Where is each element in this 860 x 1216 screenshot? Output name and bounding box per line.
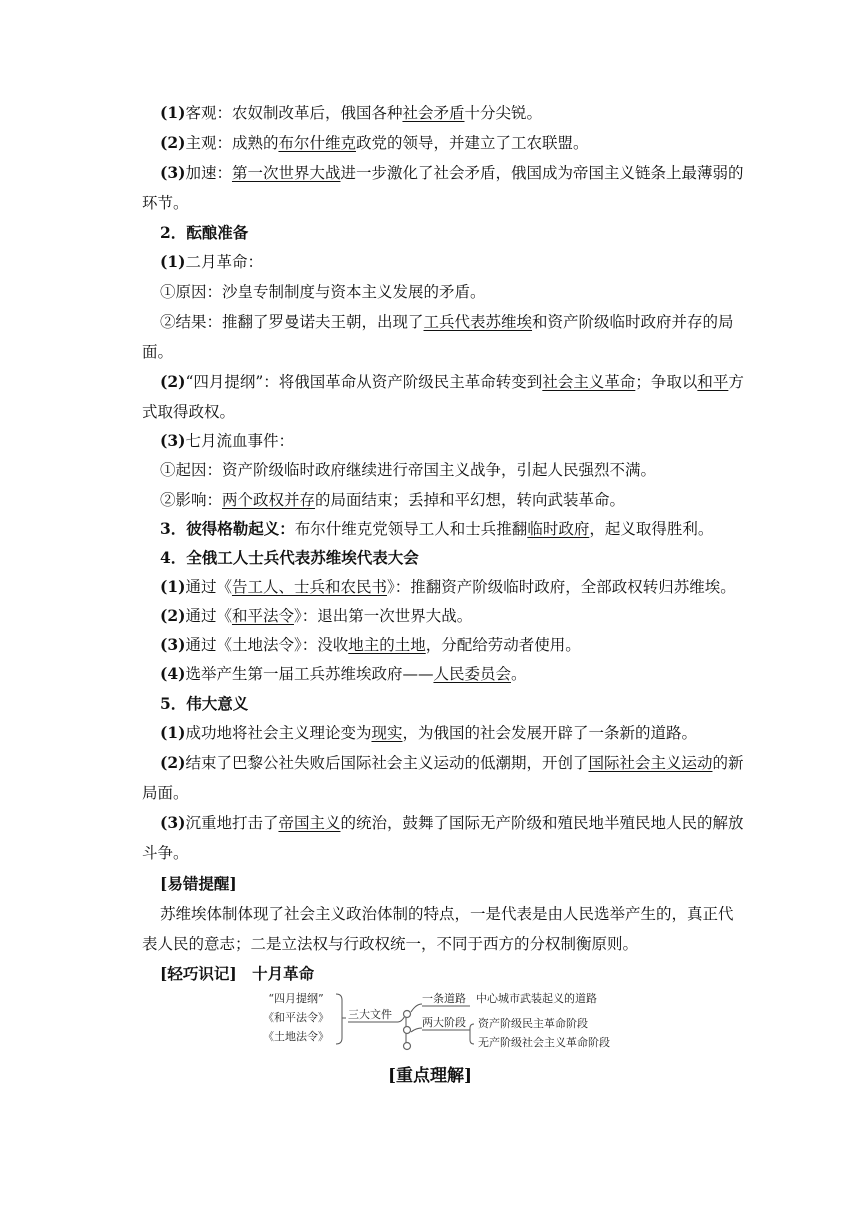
underlined-term: 人民委员会 [433, 665, 511, 683]
underlined-term: 告工人、士兵和农民书 [231, 578, 387, 596]
congress-item-2: (2)通过《和平法令》：退出第一次世界大战。 [160, 606, 473, 625]
continuation-line: 环节。 [142, 194, 189, 212]
underlined-term: 第一次世界大战 [231, 164, 341, 182]
continuation-line: 面。 [142, 343, 174, 361]
underlined-term: 社会主义革命 [542, 373, 636, 391]
petrograd-uprising-line: 3．彼得格勒起义：布尔什维克党领导工人和士兵推翻临时政府，起义取得胜利。 [160, 519, 714, 538]
underlined-term: 临时政府 [527, 520, 590, 538]
section-heading-significance: 5．伟大意义 [160, 694, 249, 713]
congress-item-4: (4)选举产生第一届工兵苏维埃政府——人民委员会。 [160, 664, 527, 683]
cause-accelerate-line: (3)加速：第一次世界大战进一步激化了社会矛盾，俄国成为帝国主义链条上最薄弱的 [160, 163, 744, 182]
memo-title: [轻巧识记] 十月革命 [160, 964, 315, 983]
july-days-line: (3)七月流血事件： [160, 431, 294, 450]
diagram-node-2 [404, 1027, 411, 1034]
diagram-stage-1: 资产阶级民主革命阶段 [478, 1017, 588, 1030]
significance-item-3: (3)沉重地打击了帝国主义的统治，鼓舞了国际无产阶级和殖民地半殖民地人民的解放 [160, 813, 744, 832]
continuation-line: 斗争。 [142, 844, 189, 862]
section-heading-congress: 4．全俄工人士兵代表苏维埃代表大会 [160, 548, 419, 567]
tip-title: [易错提醒] [160, 874, 237, 893]
underlined-term: 两个政权并存 [222, 491, 316, 509]
february-result-line: ②结果：推翻了罗曼诺夫王朝，出现了工兵代表苏维埃和资产阶级临时政府并存的局 [160, 313, 734, 331]
underlined-term: 地主的土地 [348, 636, 426, 654]
continuation-line: 局面。 [142, 784, 189, 802]
diagram-svg [262, 988, 622, 1058]
cause-objective-line: (1)客观：农奴制改革后，俄国各种社会矛盾十分尖锐。 [160, 103, 542, 122]
october-revolution-diagram [262, 988, 622, 1058]
congress-item-3: (3)通过《土地法令》：没收地主的土地，分配给劳动者使用。 [160, 635, 581, 654]
continuation-line: 式取得政权。 [142, 403, 236, 421]
diagram-two-stages: 两大阶段 [422, 1016, 466, 1029]
july-cause-line: ①起因：资产阶级临时政府继续进行帝国主义战争，引起人民强烈不满。 [160, 461, 657, 479]
significance-item-1: (1)成功地将社会主义理论变为现实，为俄国的社会发展开辟了一条新的道路。 [160, 723, 697, 742]
section-title-key-understanding: [重点理解] [387, 1066, 473, 1086]
diagram-doc-1: “四月提纲” [268, 992, 324, 1005]
april-theses-line: (2)“四月提纲”：将俄国革命从资产阶级民主革命转变到社会主义革命；争取以和平方 [160, 372, 744, 391]
july-impact-line: ②影响：两个政权并存的局面结束；丢掉和平幻想，转向武装革命。 [160, 491, 626, 509]
cause-subjective-line: (2)主观：成熟的布尔什维克政党的领导，并建立了工农联盟。 [160, 133, 589, 152]
underlined-term: 布尔什维克 [278, 134, 356, 152]
diagram-node-1 [404, 1011, 411, 1018]
february-cause-line: ①原因：沙皇专制制度与资本主义发展的矛盾。 [160, 283, 486, 301]
underlined-term: 社会矛盾 [402, 104, 465, 122]
underlined-term: 现实 [371, 724, 403, 742]
diagram-stage-2: 无产阶级社会主义革命阶段 [478, 1036, 610, 1049]
diagram-three-docs: 三大文件 [348, 1008, 392, 1021]
section-heading-preparation: 2．酝酿准备 [160, 223, 249, 242]
diagram-bracket-left [336, 994, 342, 1044]
underlined-term: 国际社会主义运动 [588, 754, 713, 772]
underlined-term: 帝国主义 [278, 814, 341, 832]
february-revolution-line: (1)二月革命： [160, 252, 263, 271]
tip-text-line-1: 苏维埃体制体现了社会主义政治体制的特点，一是代表是由人民选举产生的，真正代 [160, 905, 734, 923]
congress-item-1: (1)通过《告工人、士兵和农民书》：推翻资产阶级临时政府，全部政权转归苏维埃。 [160, 577, 736, 596]
diagram-one-road: 一条道路 [422, 992, 466, 1005]
diagram-doc-2: 《和平法令》 [263, 1011, 329, 1024]
significance-item-2: (2)结束了巴黎公社失败后国际社会主义运动的低潮期，开创了国际社会主义运动的新 [160, 753, 744, 772]
diagram-road-desc: 中心城市武装起义的道路 [476, 992, 597, 1005]
tip-text-line-2: 表人民的意志；二是立法权与行政权统一，不同于西方的分权制衡原则。 [142, 935, 639, 953]
diagram-doc-3: 《土地法令》 [263, 1030, 329, 1043]
underlined-term: 工兵代表苏维埃 [423, 313, 533, 331]
underlined-term: 和平 [697, 373, 729, 391]
underlined-term: 和平法令 [231, 607, 294, 625]
diagram-node-3 [404, 1043, 411, 1050]
